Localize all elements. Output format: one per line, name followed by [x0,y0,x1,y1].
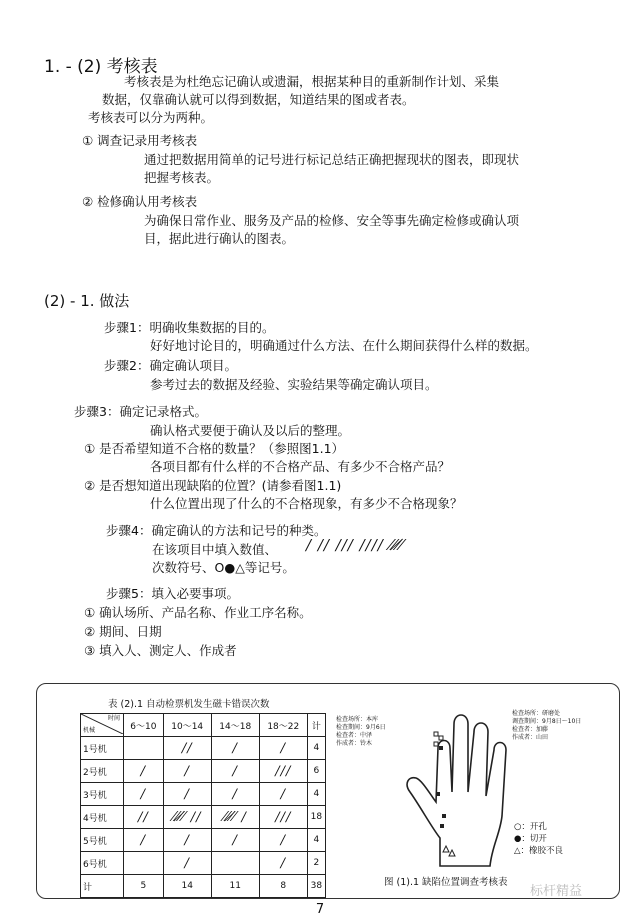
table-cell: / [211,737,259,760]
step-5-b: ② 期间、日期 [84,624,162,639]
type-2-desc-1: 为确保日常作业、服务及产品的检修、安全等事先确定检修或确认项 [144,213,520,228]
error-count-table [80,713,326,898]
row-label: 6号机 [81,852,124,875]
total-cell: 11 [211,875,259,898]
step-3: 步骤3：确定记录格式。 [74,404,207,419]
table-cell: 6 [307,760,325,783]
table-cell: / [259,737,307,760]
table-cell [124,737,164,760]
table-cell: // [163,737,211,760]
table-cell: /// [259,806,307,829]
table-cell [124,852,164,875]
type-1-desc-1: 通过把数据用简单的记号进行标记总结正确把握现状的图表，即现状 [144,152,520,167]
step-3-q2-desc: 什么位置出现了什么的不合格现象，有多少不合格现象？ [150,496,463,511]
table-total-row [81,875,326,898]
step-3-q2: ② 是否想知道出现缺陷的位置？(请参看图1.1) [84,478,342,493]
col-header: 6～10 [124,714,164,737]
step-3-q1-desc: 各项目都有什么样的不合格产品、有多少不合格产品？ [150,459,451,474]
table-row [81,806,326,829]
glove-outline [407,715,506,866]
type-2-title: ② 检修确认用考核表 [82,194,198,209]
table-cell: // [124,806,164,829]
table-cell: / [211,829,259,852]
corner-top: 时间 [107,715,120,722]
table-note: 作成者：铃木 [336,740,373,747]
table-cell: / [259,829,307,852]
defect-hole [434,732,438,736]
total-cell: 38 [307,875,325,898]
table-cell: 18 [307,806,325,829]
table-row [81,852,326,875]
table-note: 检查者：中泽 [336,732,373,739]
hand-note: 调查期间：9月8日～10日 [512,718,582,725]
table-cell: / [211,783,259,806]
table-note: 检查场所：本库 [336,716,379,723]
table-cell: /// [259,760,307,783]
step-2: 步骤2：确定确认项目。 [104,358,237,373]
col-header: 18～22 [259,714,307,737]
table-cell: / [124,829,164,852]
row-label: 3号机 [81,783,124,806]
legend-hole: ○：开孔 [514,822,547,832]
hand-note: 作成者：山田 [512,734,549,741]
row-label: 1号机 [81,737,124,760]
table-cell: ⁄⁄⁄⁄̸ / [211,806,259,829]
total-label: 计 [81,875,124,898]
step-1-desc: 好好地讨论目的，明确通过什么方法、在什么期间获得什么样的数据。 [150,338,538,353]
col-header: 计 [307,714,325,737]
table-row [81,737,326,760]
total-cell: 8 [259,875,307,898]
defect-cut [442,814,446,818]
table-cell [211,852,259,875]
table-cell: / [124,783,164,806]
table-cell: / [163,760,211,783]
intro-line-3: 考核表可以分为两种。 [88,110,214,125]
defect-hole [434,742,438,746]
step-5: 步骤5：填入必要事项。 [106,586,239,601]
defect-rubber [443,846,449,852]
step-1: 步骤1：明确收集数据的目的。 [104,320,275,335]
table-title: 表 (2).1 自动检票机发生磁卡错误次数 [108,699,270,710]
table-note: 检查期间：9月6日 [336,724,386,731]
step-4-desc-2: 次数符号、O●△等记号。 [152,560,295,575]
total-cell: 5 [124,875,164,898]
row-label: 4号机 [81,806,124,829]
type-1-desc-2: 把握考核表。 [144,170,220,185]
table-cell: / [259,852,307,875]
table-cell: 4 [307,783,325,806]
step-3-q1: ① 是否希望知道不合格的数量？（参照图1.1） [84,441,345,456]
corner-cell [81,714,124,737]
table-cell: 2 [307,852,325,875]
intro-line-1: 考核表是为杜绝忘记确认或遗漏，根据某种目的重新制作计划、采集 [124,74,500,89]
type-1-title: ① 调查记录用考核表 [82,133,198,148]
type-2-desc-2: 目，据此进行确认的图表。 [144,231,295,246]
defect-cut [440,824,444,828]
defect-rubber [449,850,455,856]
table-cell: / [259,783,307,806]
row-label: 2号机 [81,760,124,783]
watermark: 标杆精益 [530,884,583,899]
hand-caption: 图 (1).1 缺陷位置调查考核表 [384,877,508,888]
table-row [81,829,326,852]
intro-line-2: 数据，仅靠确认就可以得到数据，知道结果的图或者表。 [102,92,415,107]
col-header: 14～18 [211,714,259,737]
hand-note: 检查者：加藤 [512,726,549,733]
table-cell: ⁄⁄⁄⁄̸ // [163,806,211,829]
table-cell: 4 [307,829,325,852]
step-5-a: ① 确认场所、产品名称、作业工序名称。 [84,605,312,620]
section-title: 1. - (2) 考核表 [44,57,158,77]
row-label: 5号机 [81,829,124,852]
corner-bottom: 机械 [83,727,96,734]
step-4-desc-1: 在该项目中填入数值、 [152,542,278,557]
legend-rubber: △：橡胶不良 [514,846,564,856]
table-cell: / [163,829,211,852]
step-5-c: ③ 填入人、测定人、作成者 [84,643,237,658]
defect-cut [436,792,440,796]
tally-marks: / // /// //// ⁄⁄⁄⁄̸ [306,536,404,554]
table-cell: / [211,760,259,783]
page-number: 7 [315,902,325,917]
defect-cut [439,746,443,750]
table-header-row [81,714,326,737]
table-cell: / [163,852,211,875]
table-cell: / [163,783,211,806]
table-row [81,760,326,783]
step-2-desc: 参考过去的数据及经验、实验结果等确定确认项目。 [150,377,438,392]
glove-diagram [400,706,530,876]
hand-note: 检查场所：研磨处 [512,710,561,717]
step-3-desc: 确认格式要便于确认及以后的整理。 [150,423,351,438]
col-header: 10～14 [163,714,211,737]
table-row [81,783,326,806]
defect-hole [439,736,443,740]
total-cell: 14 [163,875,211,898]
step-4: 步骤4：确定确认的方法和记号的种类。 [106,523,327,538]
table-cell: / [124,760,164,783]
legend-cut: ●：切开 [514,834,547,844]
method-title: (2) - 1. 做法 [44,292,130,310]
table-cell: 4 [307,737,325,760]
